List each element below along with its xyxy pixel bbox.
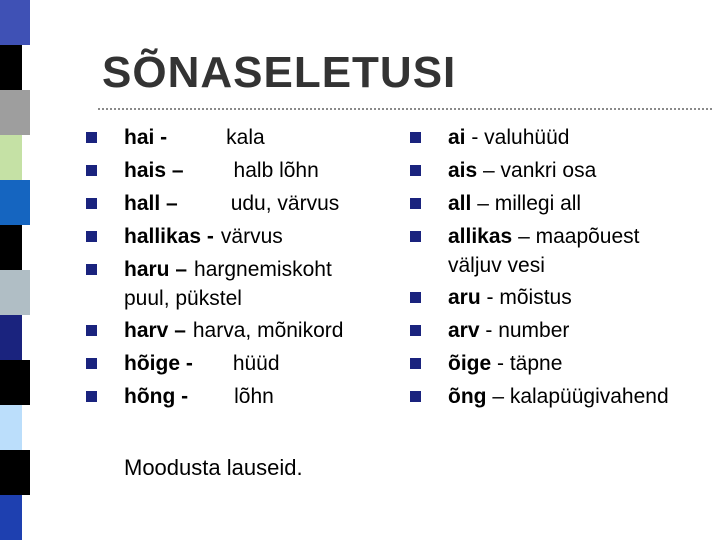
square-bullet-icon <box>410 391 421 402</box>
word-term: hallikas - <box>124 225 214 248</box>
word-term: harv – <box>124 319 186 342</box>
list-item <box>410 121 716 154</box>
list-item <box>86 347 386 380</box>
word-definition: udu, värvus <box>230 192 340 215</box>
word-definition: – vankri osa <box>483 159 597 182</box>
square-bullet-icon <box>410 231 421 242</box>
stripe-block <box>0 135 22 180</box>
list-item <box>86 121 386 154</box>
square-bullet-icon <box>86 231 97 242</box>
list-item <box>410 187 716 220</box>
square-bullet-icon <box>86 391 97 402</box>
word-definition: harva, mõnikord <box>192 319 344 342</box>
word-definition: – maapõuest <box>518 225 640 248</box>
square-bullet-icon <box>86 165 97 176</box>
square-bullet-icon <box>410 325 421 336</box>
square-bullet-icon <box>410 165 421 176</box>
stripe-block <box>0 90 30 135</box>
slide-title: SÕNASELETUSI <box>102 48 457 97</box>
square-bullet-icon <box>86 264 97 275</box>
square-bullet-icon <box>410 358 421 369</box>
list-item <box>410 380 716 413</box>
word-term: õige <box>448 352 492 375</box>
stripe-block <box>0 180 30 225</box>
list-item <box>86 187 386 220</box>
word-definition: halb lõhn <box>233 159 319 182</box>
list-item <box>86 314 386 347</box>
word-definition: - täpne <box>497 352 563 375</box>
list-item <box>410 281 716 314</box>
word-term: hõng - <box>124 385 189 408</box>
stripe-block <box>0 45 22 90</box>
square-bullet-icon <box>410 198 421 209</box>
stripe-block <box>0 315 22 360</box>
stripe-block <box>0 270 30 315</box>
stripe-block <box>0 495 22 540</box>
word-term: all <box>448 192 472 215</box>
word-term: arv <box>448 319 480 342</box>
word-definition: – millegi all <box>477 192 582 215</box>
square-bullet-icon <box>86 132 97 143</box>
square-bullet-icon <box>86 198 97 209</box>
word-definition: hargnemiskoht <box>194 258 332 281</box>
right-word-list <box>410 121 716 413</box>
title-divider <box>98 108 712 110</box>
word-definition-continued: väljuv vesi <box>448 254 545 277</box>
square-bullet-icon <box>86 325 97 336</box>
square-bullet-icon <box>410 132 421 143</box>
word-term: hais – <box>124 159 184 182</box>
stripe-block <box>0 450 30 495</box>
list-item <box>86 220 386 253</box>
word-term: hõige - <box>124 352 193 375</box>
word-definition: – kalapüügivahend <box>492 385 669 408</box>
decorative-stripe <box>0 0 30 540</box>
left-word-list <box>86 121 386 413</box>
list-item <box>410 314 716 347</box>
stripe-block <box>0 225 22 270</box>
word-definition: lõhn <box>234 385 274 408</box>
list-item <box>410 154 716 187</box>
list-item <box>410 347 716 380</box>
word-term: ai <box>448 126 466 149</box>
word-term: õng <box>448 385 487 408</box>
word-definition: hüüd <box>232 352 280 375</box>
square-bullet-icon <box>410 292 421 303</box>
word-term: hall – <box>124 192 178 215</box>
stripe-block <box>0 0 30 45</box>
word-term: ais <box>448 159 478 182</box>
word-definition: - number <box>485 319 570 342</box>
list-item <box>86 154 386 187</box>
word-definition: kala <box>226 126 265 149</box>
word-definition-continued: puul, pükstel <box>124 287 242 310</box>
word-definition: - valuhüüd <box>471 126 570 149</box>
list-item <box>86 253 386 314</box>
word-term: allikas <box>448 225 513 248</box>
instruction-text: Moodusta lauseid. <box>124 455 303 480</box>
word-term: hai - <box>124 126 168 149</box>
stripe-block <box>0 405 22 450</box>
word-definition: - mõistus <box>486 286 572 309</box>
word-definition: värvus <box>220 225 283 248</box>
list-item <box>410 220 716 281</box>
word-term: aru <box>448 286 481 309</box>
word-term: haru – <box>124 258 188 281</box>
square-bullet-icon <box>86 358 97 369</box>
list-item <box>86 380 386 413</box>
stripe-block <box>0 360 30 405</box>
